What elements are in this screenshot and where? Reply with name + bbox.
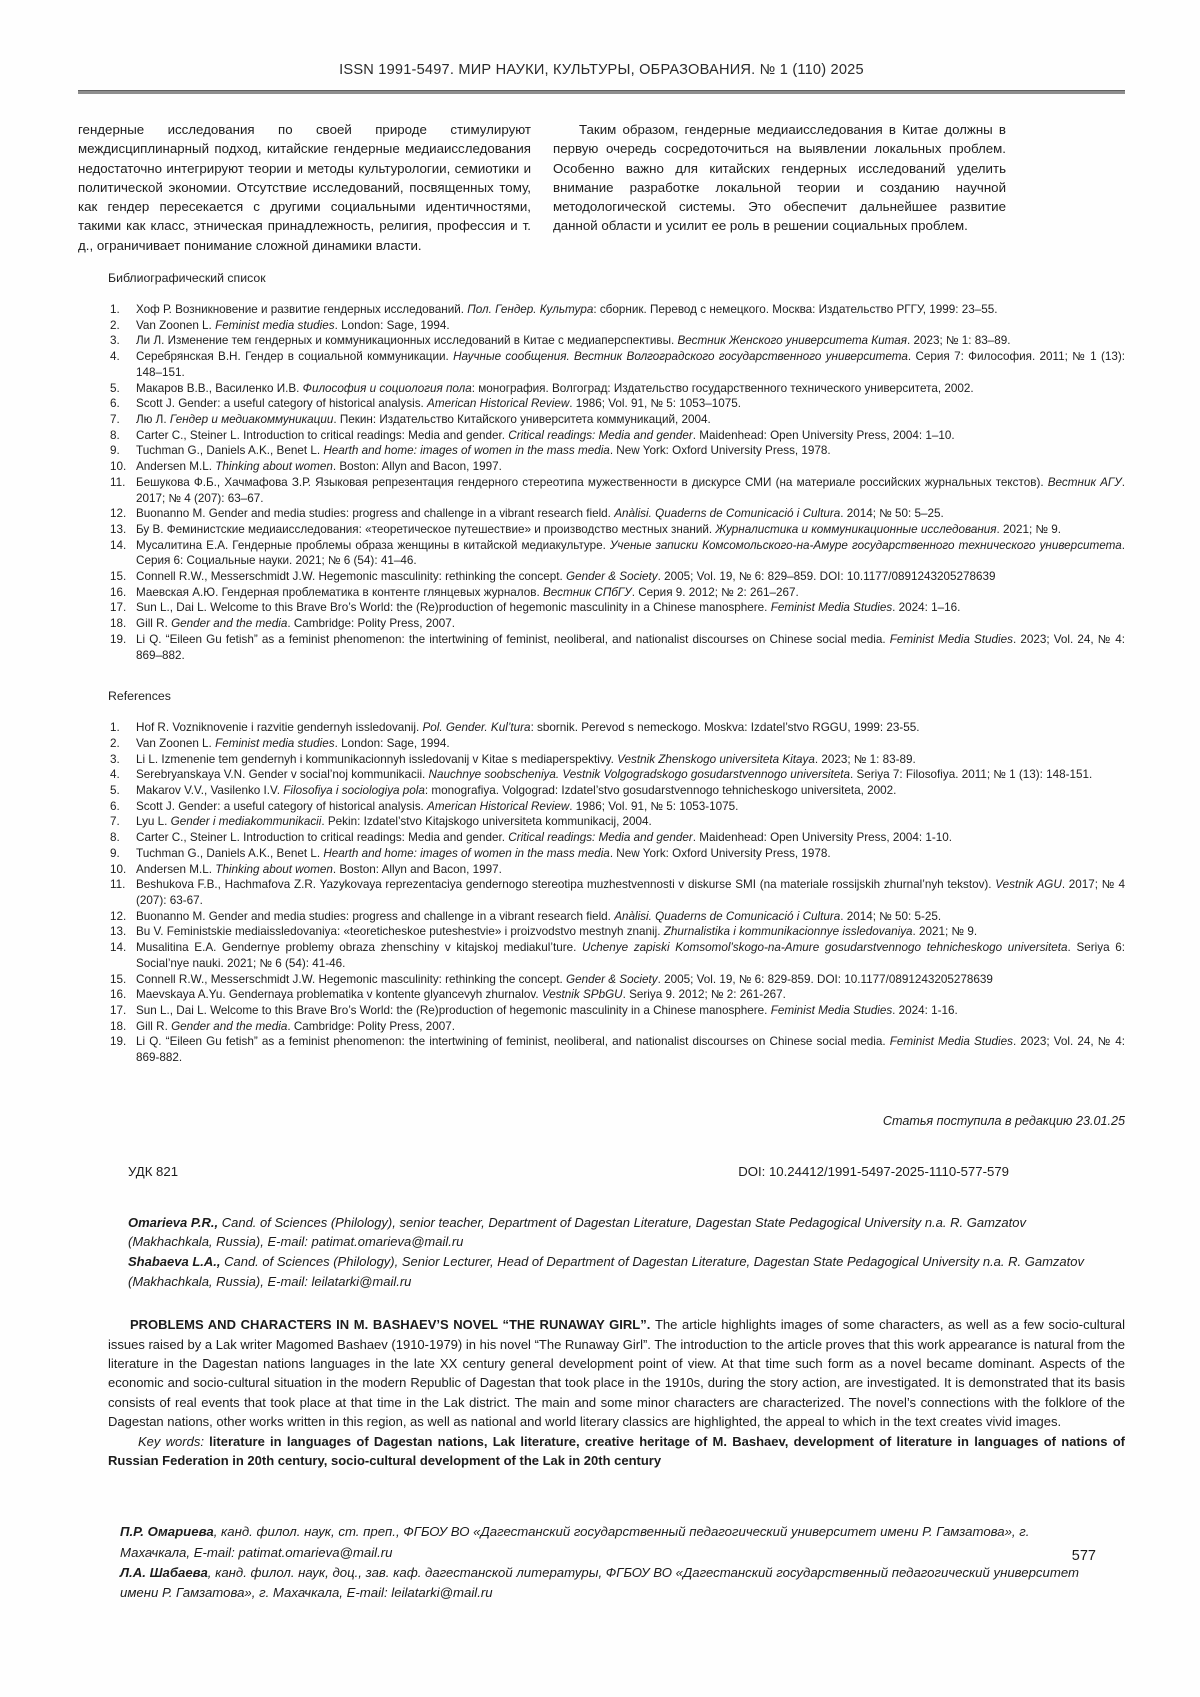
reference-text: Хоф Р. Возникновение и развитие гендерных исследований. Пол. Гендер. Культура: сборник. Перевод с немецкого. Москва: Издательство РГГУ, 1999: 23–55.	[136, 303, 998, 317]
reference-item	[110, 1003, 1125, 1019]
reference-text: Scott J. Gender: a useful category of historical analysis. American Historical Review. 1986; Vol. 91, № 5: 1053–1075.	[136, 397, 742, 411]
reference-text: Hof R. Vozniknovenie i razvitie gendernyh issledovanij. Pol. Gender. Kul’tura: sbornik. Perevod s nemeckogo. Moskva: Izdatel’stvo RGGU, 1999: 23-55.	[136, 721, 920, 735]
reference-number: 6.	[110, 799, 120, 813]
reference-item	[110, 443, 1125, 459]
reference-number: 10.	[110, 862, 127, 876]
doi-value: DOI: 10.24412/1991-5497-2025-1110-577-579	[738, 1163, 1009, 1179]
reference-item	[110, 924, 1125, 940]
reference-item	[110, 909, 1125, 925]
reference-item	[110, 412, 1125, 428]
reference-number: 6.	[110, 397, 120, 411]
reference-number: 7.	[110, 815, 120, 829]
reference-number: 14.	[110, 538, 127, 552]
reference-text: Бу В. Феминистские медиаисследования: «теоретическое путешествие» и производство местных знаний. Журналистика и коммуникационные исследования. 2021; № 9.	[136, 522, 1062, 536]
reference-text: Gill R. Gender and the media. Cambridge: Polity Press, 2007.	[136, 617, 455, 631]
reference-text: Li Q. “Eileen Gu fetish” as a feminist phenomenon: the intertwining of feminist, neoliberal, and nationalist discourses on Chinese social media. Feminist Media Studies. 2023; Vol. 24, № 4: 869-882.	[136, 1035, 1125, 1065]
author-line-en: Omarieva P.R., Cand. of Sciences (Philology), senior teacher, Department of Dagestan Literature, Dagestan State Pedagogical University n.a. R. Gamzatov (Makhachkala, Russia), E-mail: patimat.omarieva@mail.ru	[128, 1214, 1026, 1250]
reference-number: 4.	[110, 768, 120, 782]
reference-item	[110, 783, 1125, 799]
reference-text: Li L. Izmenenie tem gendernyh i kommunikacionnyh issledovanij v Kitae s mediaperspektivy. Vestnik Zhenskogo universiteta Kitaya. 2023; № 1: 83-89.	[136, 752, 916, 766]
bibliography-list	[110, 302, 1125, 663]
authors-english-block	[128, 1213, 1085, 1291]
reference-number: 3.	[110, 334, 120, 348]
left-column-text: гендерные исследования по своей природе стимулируют междисциплинарный подход, китайские гендерные медиаисследования недостаточно интегрируют теории и методы культурологии, семиотики и политической экономии. Отсутствие исследований, посвященных тому, как гендер пересекается с другими социальными идентичностями, такими как класс, этническая принадлежность, религия, профессия и т. д., ограничивает понимание сложной динамики власти.	[78, 122, 531, 253]
reference-item	[110, 846, 1125, 862]
reference-item	[110, 830, 1125, 846]
reference-number: 5.	[110, 381, 120, 395]
references-list	[110, 720, 1125, 1065]
reference-number: 8.	[110, 428, 120, 442]
reference-item	[110, 1019, 1125, 1035]
reference-text: Van Zoonen L. Feminist media studies. London: Sage, 1994.	[136, 736, 450, 750]
reference-item	[110, 632, 1125, 663]
reference-item	[110, 1034, 1125, 1065]
reference-number: 19.	[110, 1035, 127, 1049]
reference-item	[110, 506, 1125, 522]
author-line-ru: Л.А. Шабаева, канд. филол. наук, доц., зав. каф. дагестанской литературы, ФГБОУ ВО «Дагестанский государственный педагогический университет имени Р. Гамзатова», г. Махачкала, E-mail: leilatarki@mail.ru	[120, 1564, 1080, 1600]
reference-item	[110, 459, 1125, 475]
reference-text: Buonanno M. Gender and media studies: progress and challenge in a vibrant research field. Anàlisi. Quaderns de Comunicació i Cultura. 2014; № 50: 5–25.	[136, 507, 944, 521]
reference-text: Scott J. Gender: a useful category of historical analysis. American Historical Review. 1986; Vol. 91, № 5: 1053-1075.	[136, 799, 739, 813]
reference-text: Лю Л. Гендер и медиакоммуникации. Пекин: Издательство Китайского университета коммуникаций, 2004.	[136, 413, 711, 426]
article-end-columns	[78, 120, 1125, 255]
reference-text: Мусалитина Е.А. Гендерные проблемы образа женщины в китайской медиакультуре. Ученые записки Комсомольского-на-Амуре государственного технического университета. Серия 6: Социальные науки. 2021; № 6 (54): 41–46.	[136, 538, 1125, 568]
reference-text: Макаров В.В., Василенко И.В. Философия и социология пола: монография. Волгоград: Издательство государственного технического университета, 2002.	[136, 381, 974, 395]
reference-number: 12.	[110, 909, 127, 923]
reference-item	[110, 585, 1125, 601]
reference-item	[110, 600, 1125, 616]
reference-number: 16.	[110, 585, 127, 599]
reference-number: 2.	[110, 736, 120, 750]
header-rule	[78, 90, 1125, 94]
reference-number: 18.	[110, 617, 127, 631]
reference-text: Sun L., Dai L. Welcome to this Brave Bro’s World: the (Re)production of hegemonic masculinity in a Chinese manosphere. Feminist Media Studies. 2024: 1–16.	[136, 601, 961, 615]
reference-number: 1.	[110, 303, 120, 317]
reference-item	[110, 752, 1125, 768]
reference-text: Andersen M.L. Thinking about women. Boston: Allyn and Bacon, 1997.	[136, 862, 502, 876]
reference-item	[110, 318, 1125, 334]
reference-text: Sun L., Dai L. Welcome to this Brave Bro’s World: the (Re)production of hegemonic masculinity in a Chinese manosphere. Feminist Media Studies. 2024: 1-16.	[136, 1003, 958, 1017]
reference-number: 9.	[110, 444, 120, 458]
reference-number: 2.	[110, 318, 120, 332]
authors-russian-block	[120, 1522, 1085, 1603]
reference-number: 17.	[110, 1003, 127, 1017]
reference-text: Серебрянская В.Н. Гендер в социальной коммуникации. Научные сообщения. Вестник Волгоградского государственного университета. Серия 7: Философия. 2011; № 1 (13): 148–151.	[136, 350, 1126, 379]
journal-header-line: ISSN 1991-5497. МИР НАУКИ, КУЛЬТУРЫ, ОБРАЗОВАНИЯ. № 1 (110) 2025	[339, 62, 864, 78]
reference-number: 4.	[110, 350, 120, 364]
reference-item	[110, 736, 1125, 752]
reference-number: 14.	[110, 941, 127, 955]
reference-item	[110, 349, 1125, 380]
reference-item	[110, 767, 1125, 783]
reference-item	[110, 302, 1125, 318]
received-note: Статья поступила в редакцию 23.01.25	[882, 1113, 1125, 1128]
reference-text: Bu V. Feministskie mediaissledovaniya: «teoreticheskoe puteshestvie» i proizvodstvo mestnyh znanij. Zhurnalistika i kommunikacionnye issledovaniya. 2021; № 9.	[136, 925, 978, 939]
reference-item	[110, 940, 1125, 971]
reference-text: Serebryanskaya V.N. Gender v social’noj kommunikacii. Nauchnye soobscheniya. Vestnik Volgogradskogo gosudarstvennogo universiteta. Seriya 7: Filosofiya. 2011; № 1 (13): 148-151.	[136, 768, 1093, 782]
reference-item	[110, 877, 1125, 908]
reference-text: Connell R.W., Messerschmidt J.W. Hegemonic masculinity: rethinking the concept. Gender & Society. 2005; Vol. 19, № 6: 829–859. DOI: 10.1177/0891243205278639	[136, 570, 996, 584]
reference-number: 12.	[110, 507, 127, 521]
abstract-block	[108, 1315, 1125, 1470]
reference-text: Carter C., Steiner L. Introduction to critical readings: Media and gender. Critical readings: Media and gender. Maidenhead: Open University Press, 2004: 1–10.	[136, 428, 955, 442]
reference-text: Buonanno M. Gender and media studies: progress and challenge in a vibrant research field. Anàlisi. Quaderns de Comunicació i Cultura. 2014; № 50: 5-25.	[136, 909, 942, 923]
reference-text: Carter C., Steiner L. Introduction to critical readings: Media and gender. Critical readings: Media and gender. Maidenhead: Open University Press, 2004: 1-10.	[136, 831, 952, 845]
reference-item	[110, 522, 1125, 538]
reference-item	[110, 396, 1125, 412]
reference-number: 15.	[110, 570, 127, 584]
reference-text: Li Q. “Eileen Gu fetish” as a feminist phenomenon: the intertwining of feminist, neoliberal, and nationalist discourses on Chinese social media. Feminist Media Studies. 2023; Vol. 24, № 4: 869–882.	[136, 632, 1125, 662]
reference-text: Maevskaya A.Yu. Gendernaya problematika v kontente glyancevyh zhurnalov. Vestnik SPbGU. Seriya 9. 2012; № 2: 261-267.	[136, 988, 786, 1002]
reference-number: 9.	[110, 846, 120, 860]
reference-text: Van Zoonen L. Feminist media studies. London: Sage, 1994.	[136, 318, 450, 332]
reference-number: 10.	[110, 460, 127, 474]
reference-number: 5.	[110, 784, 120, 798]
reference-number: 11.	[110, 475, 126, 489]
references-title: References	[108, 689, 171, 704]
reference-number: 13.	[110, 522, 127, 536]
reference-item	[110, 720, 1125, 736]
reference-number: 13.	[110, 925, 127, 939]
reference-text: Beshukova F.B., Hachmafova Z.R. Yazykovaya reprezentaciya gendernogo stereotipa muzhestvennosti v diskurse SMI (na materiale rossijskih zhurnal’nyh tekstov). Vestnik AGU. 2017; № 4 (207): 63-67.	[136, 878, 1125, 907]
reference-text: Маевская А.Ю. Гендерная проблематика в контенте глянцевых журналов. Вестник СПбГУ. Серия 9. 2012; № 2: 261–267.	[136, 585, 799, 599]
reference-item	[110, 987, 1125, 1003]
reference-number: 11.	[110, 878, 126, 892]
reference-number: 17.	[110, 601, 127, 615]
reference-item	[110, 972, 1125, 988]
reference-number: 3.	[110, 752, 120, 766]
author-line-en: Shabaeva L.A., Cand. of Sciences (Philology), Senior Lecturer, Head of Department of Dagestan Literature, Dagestan State Pedagogical University n.a. R. Gamzatov (Makhachkala, Russia), E-mail: leilatarki@mail.ru	[128, 1253, 1084, 1289]
udk-code: УДК 821	[128, 1163, 179, 1179]
reference-number: 15.	[110, 972, 127, 986]
abstract-text: PROBLEMS AND CHARACTERS IN M. BASHAEV’S NOVEL “THE RUNAWAY GIRL”. The article highlights images of some characters, as well as a few socio-cultural issues raised by a Lak writer Magomed Bashaev (1910-1979) in his novel “The Runaway Girl”. The introduction to the article proves that this work appearance is natural from the literature in the Dagestan nations languages in the late XX century general development point of view. At that time such form as a novel became dominant. Aspects of the economic and socio-cultural situation in the modern Republic of Dagestan that took place in the 1910s, during the story action, are investigated. It is demonstrated that its basis consists of real events that took place at that time in the Lak district. The main and some minor characters are characterized. The novel’s connections with the folklore of the Dagestan nations, other works written in this region, as well as national and world literary classics are highlighted, the appeal to which in the text creates vivid images.	[108, 1317, 1125, 1430]
reference-item	[110, 381, 1125, 397]
reference-number: 7.	[110, 413, 120, 426]
reference-number: 8.	[110, 831, 120, 845]
reference-item	[110, 616, 1125, 632]
reference-text: Connell R.W., Messerschmidt J.W. Hegemonic masculinity: rethinking the concept. Gender & Society. 2005; Vol. 19, № 6: 829-859. DOI: 10.1177/0891243205278639	[136, 972, 993, 986]
reference-number: 19.	[110, 632, 127, 646]
reference-text: Lyu L. Gender i mediakommunikacii. Pekin: Izdatel’stvo Kitajskogo universiteta kommunikacij, 2004.	[136, 815, 652, 829]
udk-doi-row	[128, 1164, 1009, 1179]
reference-text: Musalitina E.A. Gendernye problemy obraza zhenschiny v kitajskoj mediakul’ture. Uchenye zapiski Komsomol’skogo-na-Amure gosudarstvennogo tehnicheskogo universiteta. Seriya 6: Social’nye nauki. 2021; № 6 (54): 41-46.	[136, 941, 1125, 970]
author-line-ru: П.Р. Омариева, канд. филол. наук, ст. преп., ФГБОУ ВО «Дагестанский государственный педагогический университет имени Р. Гамзатова», г. Махачкала, E-mail: patimat.omarieva@mail.ru	[120, 1524, 1030, 1560]
reference-item	[110, 333, 1125, 349]
reference-text: Andersen M.L. Thinking about women. Boston: Allyn and Bacon, 1997.	[136, 460, 502, 474]
reference-text: Ли Л. Изменение тем гендерных и коммуникационных исследований в Китае с медиаперспективы. Вестник Женского университета Китая. 2023; № 1: 83–89.	[136, 334, 1011, 348]
reference-item	[110, 475, 1125, 506]
keywords-text: Key words: literature in languages of Dagestan nations, Lak literature, creative heritage of M. Bashaev, development of literature in languages of nations of Russian Federation in 20th century, socio-cultural development of the Lak in 20th century	[108, 1433, 1125, 1468]
reference-item	[110, 538, 1125, 569]
page-number: 577	[1071, 1548, 1096, 1564]
reference-number: 1.	[110, 721, 120, 735]
reference-item	[110, 799, 1125, 815]
reference-item	[110, 814, 1125, 830]
reference-text: Бешукова Ф.Б., Хачмафова З.Р. Языковая репрезентация гендерного стереотипа мужественности в дискурсе СМИ (на материале российских журнальных текстов). Вестник АГУ. 2017; № 4 (207): 63–67.	[136, 475, 1125, 505]
reference-number: 18.	[110, 1019, 127, 1033]
reference-text: Tuchman G., Daniels A.K., Benet L. Hearth and home: images of women in the mass media. New York: Oxford University Press, 1978.	[136, 444, 831, 458]
reference-item	[110, 862, 1125, 878]
bibliography-title: Библиографический список	[108, 271, 266, 286]
reference-item	[110, 428, 1125, 444]
reference-text: Gill R. Gender and the media. Cambridge: Polity Press, 2007.	[136, 1019, 455, 1033]
reference-number: 16.	[110, 988, 127, 1002]
reference-item	[110, 569, 1125, 585]
right-column-text: Таким образом, гендерные медиаисследования в Китае должны в первую очередь сосредоточиться на выявлении локальных проблем. Особенно важно для китайских гендерных исследований уделить внимание разработке локальной теории и созданию научной методологической системы. Это обеспечит дальнейшее развитие данной области и усилит ее роль в решении социальных проблем.	[553, 122, 1006, 234]
reference-text: Makarov V.V., Vasilenko I.V. Filosofiya i sociologiya pola: monografiya. Volgograd: Izdatel’stvo gosudarstvennogo tehnicheskogo universiteta, 2002.	[136, 784, 897, 798]
reference-text: Tuchman G., Daniels A.K., Benet L. Hearth and home: images of women in the mass media. New York: Oxford University Press, 1978.	[136, 846, 831, 860]
